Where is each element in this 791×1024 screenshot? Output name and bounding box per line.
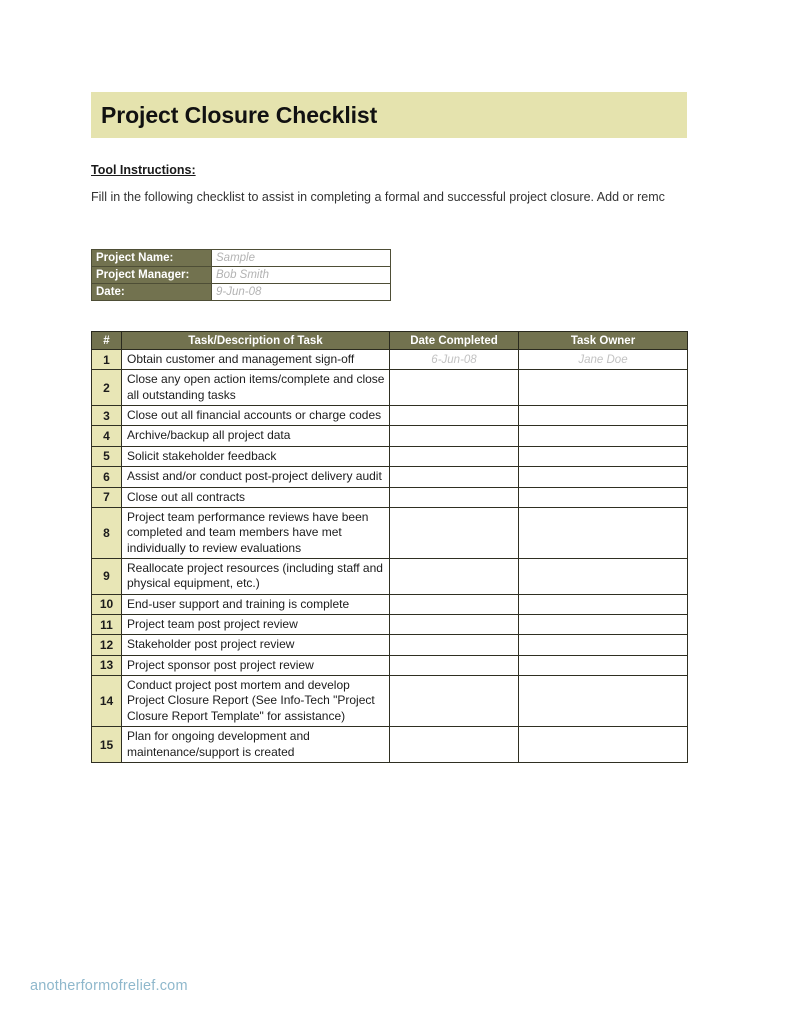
row-number-cell: 9 xyxy=(92,558,122,594)
task-description-cell: Project sponsor post project review xyxy=(122,655,390,675)
task-description-cell: Close out all financial accounts or charge codes xyxy=(122,406,390,426)
project-info-row-date xyxy=(92,284,391,301)
date-completed-cell[interactable] xyxy=(390,487,519,507)
tool-instructions-heading: Tool Instructions: xyxy=(91,163,196,177)
task-owner-cell[interactable] xyxy=(519,406,688,426)
checklist-row xyxy=(92,594,688,614)
checklist-row xyxy=(92,467,688,487)
checklist-row xyxy=(92,676,688,727)
row-number-cell: 3 xyxy=(92,406,122,426)
checklist-row xyxy=(92,370,688,406)
project-date-value[interactable]: 9-Jun-08 xyxy=(212,284,391,301)
checklist-table xyxy=(91,331,688,763)
page-title: Project Closure Checklist xyxy=(101,101,378,128)
date-completed-cell[interactable] xyxy=(390,370,519,406)
task-owner-cell[interactable] xyxy=(519,655,688,675)
checklist-body xyxy=(92,350,688,763)
task-owner-cell[interactable] xyxy=(519,727,688,763)
task-owner-cell[interactable] xyxy=(519,487,688,507)
row-number-cell: 12 xyxy=(92,635,122,655)
task-owner-cell[interactable] xyxy=(519,594,688,614)
row-number-cell: 7 xyxy=(92,487,122,507)
row-number-cell: 14 xyxy=(92,676,122,727)
checklist-row xyxy=(92,426,688,446)
date-completed-cell[interactable] xyxy=(390,655,519,675)
task-owner-cell[interactable] xyxy=(519,558,688,594)
date-completed-cell[interactable] xyxy=(390,446,519,466)
task-owner-cell[interactable]: Jane Doe xyxy=(519,350,688,370)
footer-site-url[interactable]: anotherformofrelief.com xyxy=(30,978,188,994)
row-number-cell: 10 xyxy=(92,594,122,614)
task-owner-cell[interactable] xyxy=(519,635,688,655)
row-number-cell: 5 xyxy=(92,446,122,466)
project-info-row-manager xyxy=(92,267,391,284)
checklist-row xyxy=(92,558,688,594)
checklist-row xyxy=(92,655,688,675)
project-info-row-name xyxy=(92,250,391,267)
task-owner-cell[interactable] xyxy=(519,446,688,466)
task-description-cell: Plan for ongoing development and maintenance/support is created xyxy=(122,727,390,763)
column-header-date-completed: Date Completed xyxy=(390,332,519,350)
checklist-header-row xyxy=(92,332,688,350)
date-completed-cell[interactable] xyxy=(390,635,519,655)
task-description-cell: Close out all contracts xyxy=(122,487,390,507)
task-owner-cell[interactable] xyxy=(519,426,688,446)
document-title-banner xyxy=(91,92,687,138)
task-owner-cell[interactable] xyxy=(519,370,688,406)
date-completed-cell[interactable] xyxy=(390,676,519,727)
task-description-cell: Assist and/or conduct post-project delivery audit xyxy=(122,467,390,487)
task-description-cell: Solicit stakeholder feedback xyxy=(122,446,390,466)
row-number-cell: 1 xyxy=(92,350,122,370)
project-manager-label: Project Manager: xyxy=(92,267,212,284)
date-completed-cell[interactable] xyxy=(390,727,519,763)
column-header-task: Task/Description of Task xyxy=(122,332,390,350)
checklist-row xyxy=(92,615,688,635)
date-completed-cell[interactable] xyxy=(390,406,519,426)
task-description-cell: Obtain customer and management sign-off xyxy=(122,350,390,370)
row-number-cell: 2 xyxy=(92,370,122,406)
project-info-body xyxy=(92,250,391,301)
checklist-row xyxy=(92,406,688,426)
task-owner-cell[interactable] xyxy=(519,507,688,558)
checklist-row xyxy=(92,487,688,507)
task-description-cell: Project team post project review xyxy=(122,615,390,635)
tool-instructions-body: Fill in the following checklist to assist in completing a formal and successful project closure. Add or remc xyxy=(91,190,665,204)
date-completed-cell[interactable] xyxy=(390,467,519,487)
row-number-cell: 6 xyxy=(92,467,122,487)
date-completed-cell[interactable] xyxy=(390,594,519,614)
task-owner-cell[interactable] xyxy=(519,467,688,487)
task-description-cell: Stakeholder post project review xyxy=(122,635,390,655)
date-completed-cell[interactable] xyxy=(390,507,519,558)
task-description-cell: Archive/backup all project data xyxy=(122,426,390,446)
row-number-cell: 8 xyxy=(92,507,122,558)
task-owner-cell[interactable] xyxy=(519,615,688,635)
task-description-cell: End-user support and training is complete xyxy=(122,594,390,614)
date-completed-cell[interactable] xyxy=(390,426,519,446)
date-completed-cell[interactable]: 6-Jun-08 xyxy=(390,350,519,370)
project-name-label: Project Name: xyxy=(92,250,212,267)
project-manager-value[interactable]: Bob Smith xyxy=(212,267,391,284)
checklist-header xyxy=(92,332,688,350)
checklist-row xyxy=(92,635,688,655)
row-number-cell: 11 xyxy=(92,615,122,635)
column-header-number: # xyxy=(92,332,122,350)
row-number-cell: 15 xyxy=(92,727,122,763)
row-number-cell: 13 xyxy=(92,655,122,675)
date-completed-cell[interactable] xyxy=(390,558,519,594)
checklist-row xyxy=(92,507,688,558)
project-date-label: Date: xyxy=(92,284,212,301)
task-description-cell: Project team performance reviews have been completed and team members have met individually to review evaluations xyxy=(122,507,390,558)
date-completed-cell[interactable] xyxy=(390,615,519,635)
task-description-cell: Close any open action items/complete and close all outstanding tasks xyxy=(122,370,390,406)
column-header-task-owner: Task Owner xyxy=(519,332,688,350)
checklist-row xyxy=(92,727,688,763)
task-description-cell: Conduct project post mortem and develop Project Closure Report (See Info-Tech "Project Closure Report Template" for assistance) xyxy=(122,676,390,727)
task-owner-cell[interactable] xyxy=(519,676,688,727)
checklist-row xyxy=(92,446,688,466)
project-info-table xyxy=(91,249,391,301)
task-description-cell: Reallocate project resources (including staff and physical equipment, etc.) xyxy=(122,558,390,594)
checklist-row xyxy=(92,350,688,370)
project-name-value[interactable]: Sample xyxy=(212,250,391,267)
row-number-cell: 4 xyxy=(92,426,122,446)
